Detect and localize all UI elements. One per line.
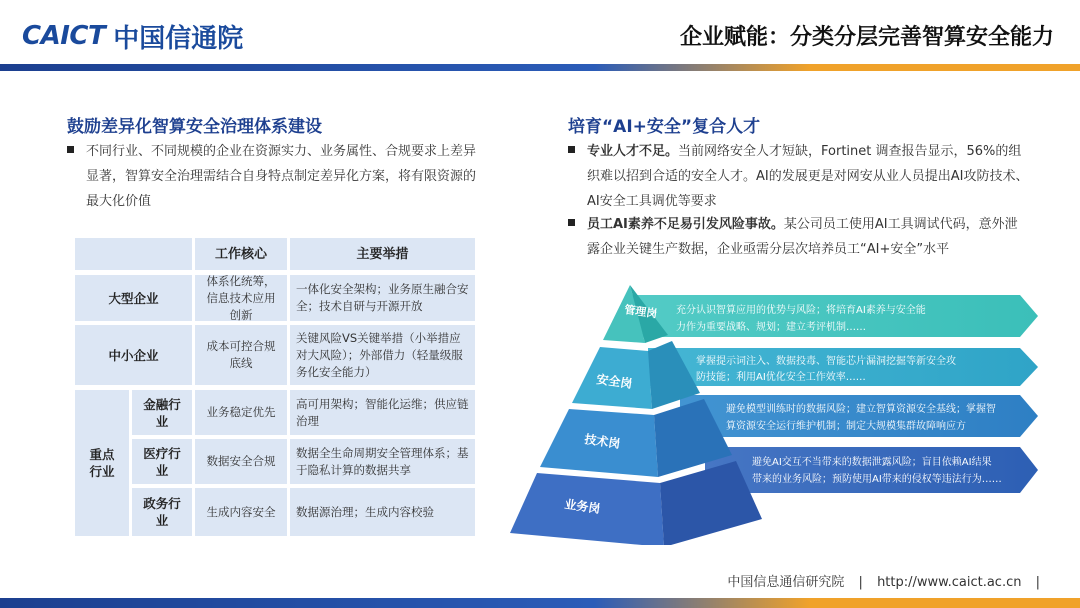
row-name-sme: 中小企业 (75, 325, 192, 385)
row-name-medical: 医疗行业 (132, 439, 192, 484)
right-bullet-1-bold: 专业人才不足。 (587, 144, 679, 159)
logo-chinese-text: 中国信通院 (113, 23, 244, 54)
right-bullet-2 (568, 212, 1030, 262)
square-bullet-icon (67, 146, 74, 153)
row-measures-sme: 关键风险VS关键举措（小举措应对大风险）；外部借力（轻量级服务化安全能力） (290, 325, 475, 385)
tier-label-business: 业务岗 (563, 497, 602, 516)
row-name-government: 政务行业 (132, 488, 192, 536)
right-bullet-2-text: 某公司员工使用AI工具调试代码，意外泄露企业关键生产数据，企业亟需分层次培养员工“AI+安全”水平 (587, 217, 1018, 257)
right-section-title: 培育“AI+安全”复合人才 (568, 117, 761, 137)
tier-label-security: 安全岗 (595, 372, 634, 391)
footer (727, 571, 1050, 590)
footer-org: 中国信息通信研究院 (727, 575, 845, 590)
logo-latin-text: CAICT (22, 21, 106, 51)
row-core-sme: 成本可控合规底线 (195, 325, 287, 385)
banner-business (705, 447, 1038, 493)
enterprise-table (75, 238, 475, 536)
page-title: 企业赋能：分类分层完善智算安全能力 (679, 25, 1054, 50)
right-bullet-2-bold: 员工AI素养不足易引发风险事故。 (587, 217, 784, 232)
banner-text-security: 掌握提示词注入、数据投毒、智能芯片漏洞挖掘等新安全攻防技能；利用AI优化安全工作效率…… (696, 356, 956, 383)
banner-text-management: 充分认识智算应用的优势与风险；将培育AI素养与安全能力作为重要战略、规划；建立考评机制…… (676, 305, 926, 333)
banner-text-business: 避免AI交互不当带来的数据泄露风险；盲目依赖AI结果带来的业务风险；预防使用AI带来的侵权等违法行为…… (752, 457, 1002, 485)
row-name-large: 大型企业 (75, 275, 192, 321)
right-bullet-1-text: 当前网络安全人才短缺，Fortinet 调查报告显示，56%的组织难以招到合适的安全人才。AI的发展更是对网安从业人员提出AI攻防技术、AI安全工具调优等要求 (587, 144, 1029, 209)
left-bullet (67, 139, 485, 214)
group-name-key-industries: 重点行业 (75, 390, 129, 536)
header-measures: 主要举措 (290, 238, 475, 270)
footer-url[interactable]: http://www.caict.ac.cn (877, 575, 1022, 590)
talent-pyramid (500, 285, 1060, 545)
row-core-government: 生成内容安全 (195, 488, 287, 536)
row-name-finance: 金融行业 (132, 390, 192, 435)
header (0, 0, 1080, 72)
tier-label-management: 管理岗 (623, 303, 659, 321)
row-core-medical: 数据安全合规 (195, 439, 287, 484)
footer-separator: | (1035, 575, 1040, 590)
tier-label-technical: 技术岗 (583, 432, 622, 451)
footer-bar (0, 598, 1080, 608)
row-core-large: 体系化统筹，信息技术应用创新 (195, 275, 287, 321)
table-corner-cell (75, 238, 192, 270)
right-bullet-1 (568, 139, 1030, 214)
left-bullet-text: 不同行业、不同规模的企业在资源实力、业务属性、合规要求上差异显著，智算安全治理需结合自身特点制定差异化方案，将有限资源的最大化价值 (86, 144, 477, 209)
row-measures-finance: 高可用架构；智能化运维；供应链治理 (290, 390, 475, 435)
caict-logo (22, 18, 243, 54)
square-bullet-icon (568, 219, 575, 226)
header-divider-bar (0, 64, 1080, 71)
row-measures-government: 数据源治理；生成内容校验 (290, 488, 475, 536)
row-measures-large: 一体化安全架构；业务原生融合安全；技术自研与开源开放 (290, 275, 475, 321)
square-bullet-icon (568, 146, 575, 153)
banner-text-technical: 避免模型训练时的数据风险；建立智算资源安全基线；掌握智算资源安全运行维护机制；制定大规模集群故障响应方 (726, 404, 996, 432)
row-measures-medical: 数据全生命周期安全管理体系；基于隐私计算的数据共享 (290, 439, 475, 484)
footer-separator: | (858, 575, 863, 590)
header-core: 工作核心 (195, 238, 287, 270)
row-core-finance: 业务稳定优先 (195, 390, 287, 435)
left-section-title: 鼓励差异化智算安全治理体系建设 (67, 117, 322, 137)
